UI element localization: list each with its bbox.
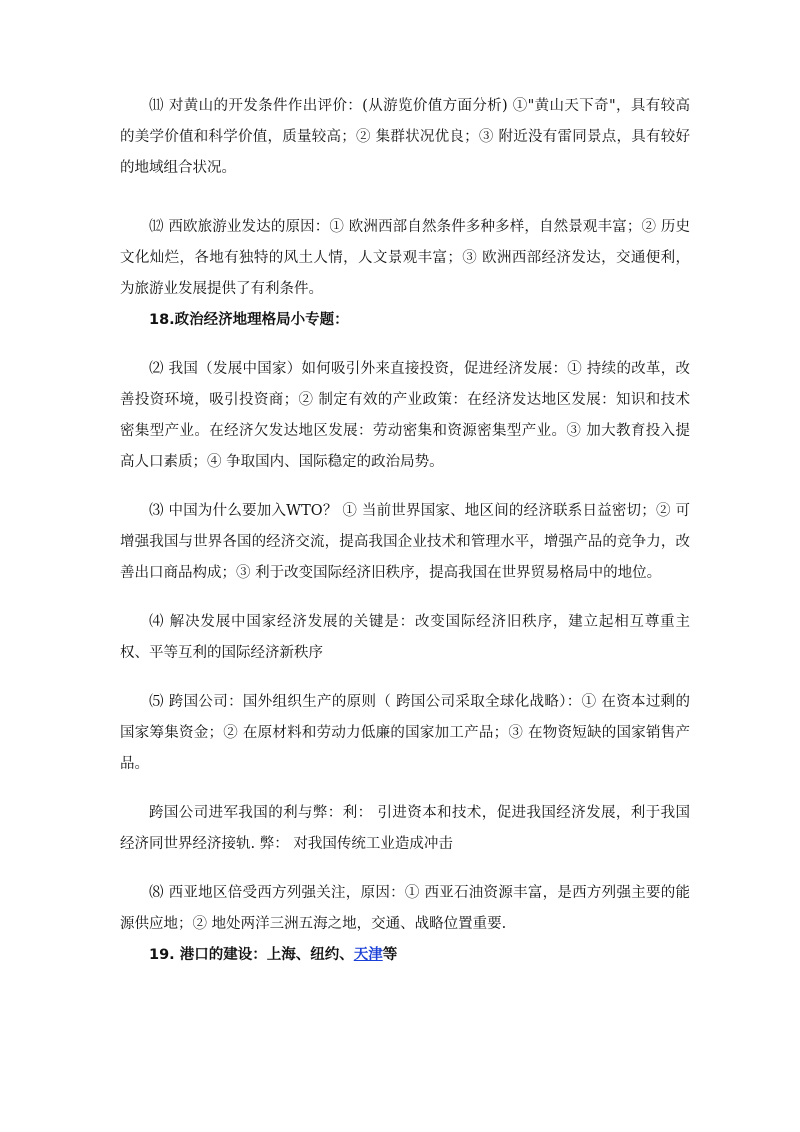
paragraph-western-europe-tourism: ⑿ 西欧旅游业发达的原因：① 欧洲西部自然条件多种多样，自然景观丰富；② 历史文化灿烂，各地有独特的风土人情，人文景观丰富；③ 欧洲西部经济发达，交通便利，为旅游业发展提供了有利条件。: [120, 219, 690, 297]
paragraph-multinational-principles: ⑸ 跨国公司：国外组织生产的原则（ 跨国公司采取全球化战略）：① 在资本过剩的国家筹集资金；② 在原材料和劳动力低廉的国家加工产品；③ 在物资短缺的国家销售产品。: [120, 694, 690, 772]
paragraph-huangshan-evaluation: ⑾ 对黄山的开发条件作出评价：(从游览价值方面分析) ①"黄山天下奇"，具有较高的美学价值和科学价值，质量较高；② 集群状况优良；③ 附近没有雷同景点，具有较好的地域组合状况。: [120, 98, 690, 176]
heading-19-text: 19. 港口的建设：上海、纽约、: [149, 947, 354, 963]
paragraph-multinational-pros-cons: 跨国公司进军我国的利与弊：利： 引进资本和技术，促进我国经济发展，利于我国经济同世界经济接轨. 弊： 对我国传统工业造成冲击: [120, 805, 690, 852]
paragraph-west-asia: ⑻ 西亚地区倍受西方列强关注，原因：① 西亚石油资源丰富，是西方列强主要的能源供应地；② 地处两洋三洲五海之地，交通、战略位置重要.: [120, 885, 690, 932]
heading-19-suffix: 等: [382, 947, 398, 963]
paragraph-economic-order: ⑷ 解决发展中国家经济发展的关键是：改变国际经济旧秩序，建立起相互尊重主权、平等互利的国际经济新秩序: [120, 614, 690, 661]
section-heading-19: [120, 940, 690, 971]
paragraph-attract-investment: ⑵ 我国（发展中国家）如何吸引外来直接投资，促进经济发展：① 持续的改革，改善投资环境，吸引投资商；② 制定有效的产业政策：在经济发达地区发展：知识和技术密集型产业。在经济欠发达地区发展：劳动密集和资源密集型产业。③ 加大教育投入提高人口素质；④ 争取国内、国际稳定的政治局势。: [120, 361, 690, 470]
paragraph-join-wto: ⑶ 中国为什么要加入WTO？ ① 当前世界国家、地区间的经济联系日益密切；② 可增强我国与世界各国的经济交流，提高我国企业技术和管理水平，增强产品的竞争力，改善出口商品构成；③ 利于改变国际经济旧秩序，提高我国在世界贸易格局中的地位。: [120, 503, 690, 581]
section-heading-18: 18.政治经济地理格局小专题：: [149, 312, 349, 328]
tianjin-link[interactable]: 天津: [353, 947, 383, 963]
